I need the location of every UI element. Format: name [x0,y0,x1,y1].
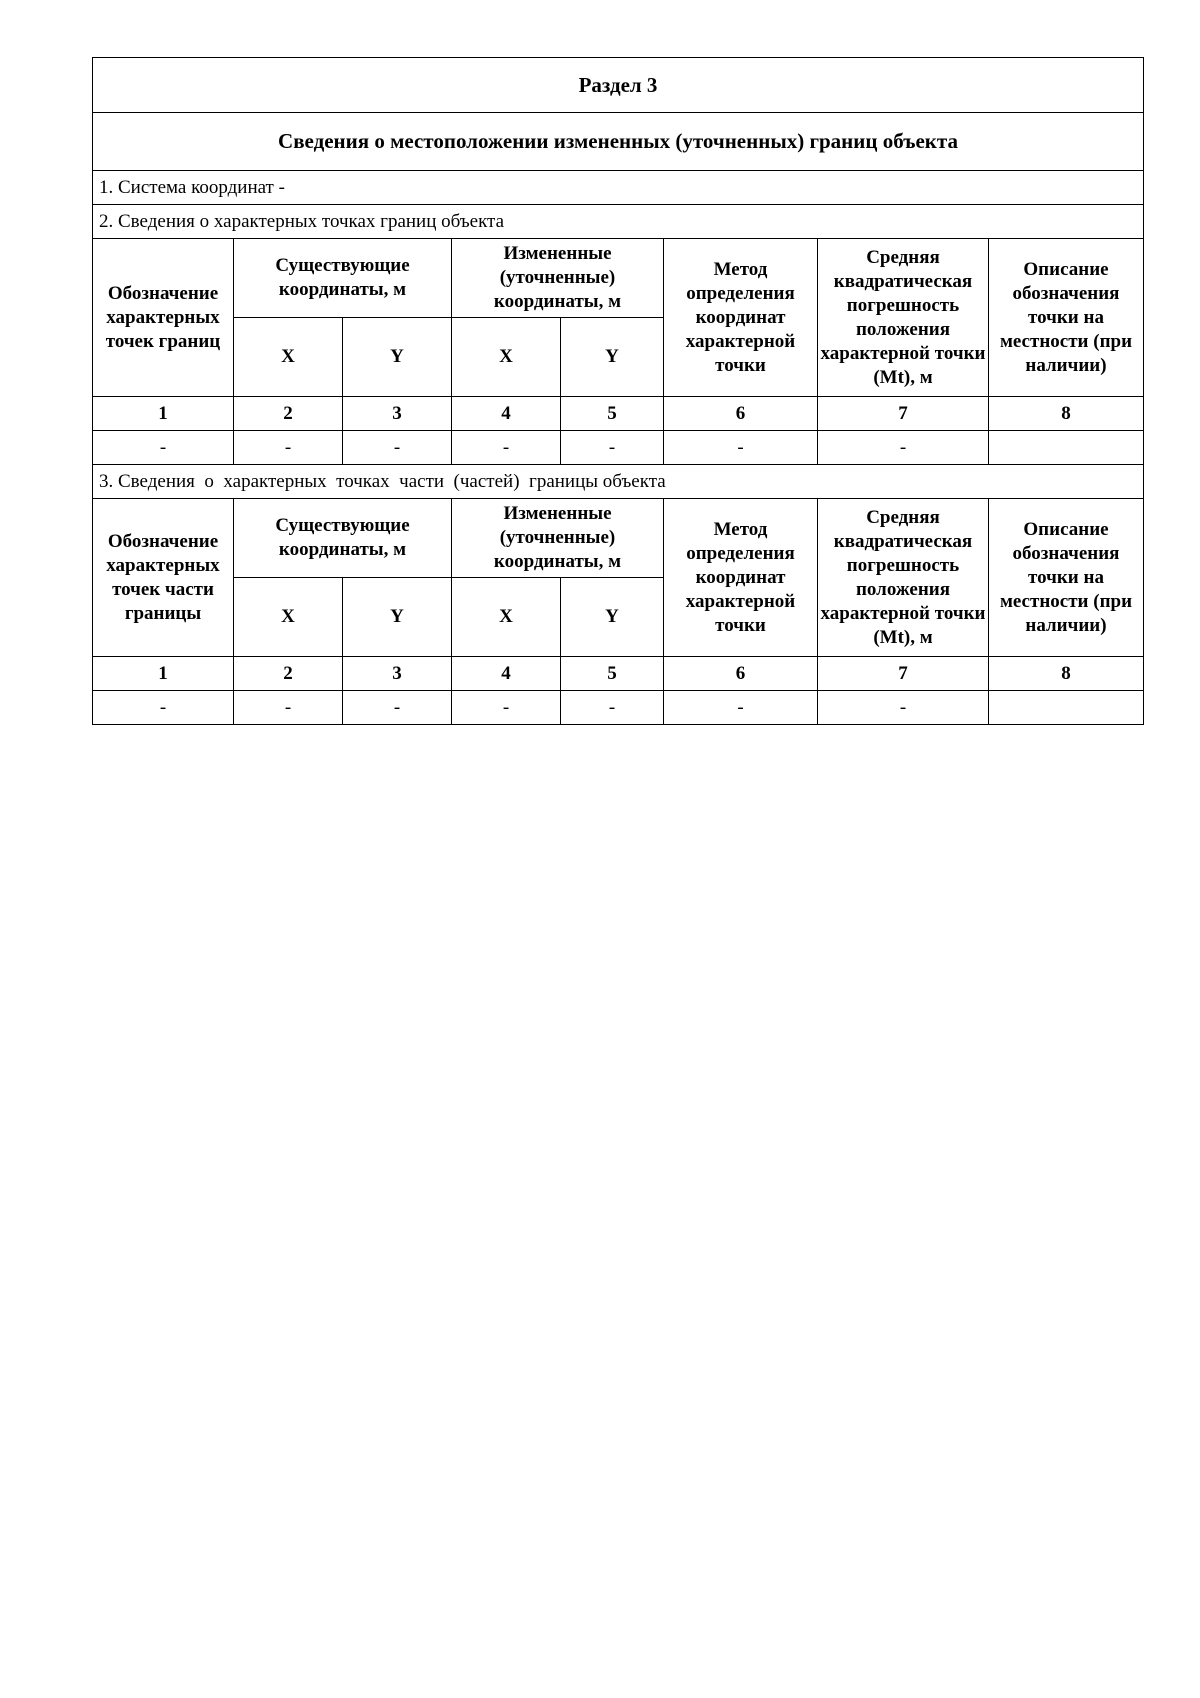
section-title: Раздел 3 [93,58,1144,113]
b2-data-cell: - [818,431,989,465]
b3-num-cell: 4 [452,657,561,691]
b3-num-cell: 3 [343,657,452,691]
b3-col-error: Средняя квадратическая погрешность положения характерной точки (Mt), м [818,499,989,657]
b3-data-cell [989,691,1144,725]
b2-data-row [93,431,1144,465]
b3-sub-y-changed: Y [561,578,664,657]
b3-num-cell: 7 [818,657,989,691]
b2-data-cell: - [343,431,452,465]
b2-num-cell: 6 [664,397,818,431]
b2-data-cell: - [664,431,818,465]
block3-heading: 3. Сведения о характерных точках части (частей) границы объекта [93,465,1144,499]
b3-data-cell: - [93,691,234,725]
b3-data-cell: - [343,691,452,725]
b3-num-cell: 1 [93,657,234,691]
b3-col-changed: Измененные (уточненные) координаты, м [452,499,664,578]
b3-col-designation: Обозначение характерных точек части границы [93,499,234,657]
b2-num-cell: 5 [561,397,664,431]
coordinate-system-row: 1. Система координат - [93,171,1144,205]
b2-num-cell: 7 [818,397,989,431]
b3-num-cell: 6 [664,657,818,691]
b2-number-row [93,397,1144,431]
b3-data-cell: - [234,691,343,725]
b3-num-cell: 5 [561,657,664,691]
b3-sub-x-existing: X [234,578,343,657]
b2-data-cell: - [234,431,343,465]
b3-num-cell: 8 [989,657,1144,691]
b3-data-cell: - [664,691,818,725]
b2-num-cell: 1 [93,397,234,431]
b2-data-cell [989,431,1144,465]
section-subtitle: Сведения о местоположении измененных (уточненных) границ объекта [93,113,1144,171]
b3-data-cell: - [452,691,561,725]
b2-col-changed: Измененные (уточненные) координаты, м [452,239,664,318]
document-page [92,57,1143,725]
b3-col-existing: Существующие координаты, м [234,499,452,578]
b2-col-description: Описание обозначения точки на местности (при наличии) [989,239,1144,397]
b2-sub-y-changed: Y [561,318,664,397]
b3-col-description: Описание обозначения точки на местности (при наличии) [989,499,1144,657]
b3-data-cell: - [561,691,664,725]
b2-col-error: Средняя квадратическая погрешность положения характерной точки (Mt), м [818,239,989,397]
b2-sub-y-existing: Y [343,318,452,397]
b2-num-cell: 2 [234,397,343,431]
section-3-table [92,57,1144,725]
b2-col-designation: Обозначение характерных точек границ [93,239,234,397]
b3-data-row [93,691,1144,725]
b2-col-method: Метод определения координат характерной точки [664,239,818,397]
block2-heading: 2. Сведения о характерных точках границ объекта [93,205,1144,239]
b2-data-cell: - [93,431,234,465]
b2-num-cell: 8 [989,397,1144,431]
b3-num-cell: 2 [234,657,343,691]
b2-sub-x-existing: X [234,318,343,397]
b3-data-cell: - [818,691,989,725]
b3-col-method: Метод определения координат характерной точки [664,499,818,657]
b3-sub-x-changed: X [452,578,561,657]
b2-sub-x-changed: X [452,318,561,397]
b3-number-row [93,657,1144,691]
b3-sub-y-existing: Y [343,578,452,657]
b2-num-cell: 4 [452,397,561,431]
b2-data-cell: - [561,431,664,465]
b2-data-cell: - [452,431,561,465]
b2-col-existing: Существующие координаты, м [234,239,452,318]
b2-num-cell: 3 [343,397,452,431]
